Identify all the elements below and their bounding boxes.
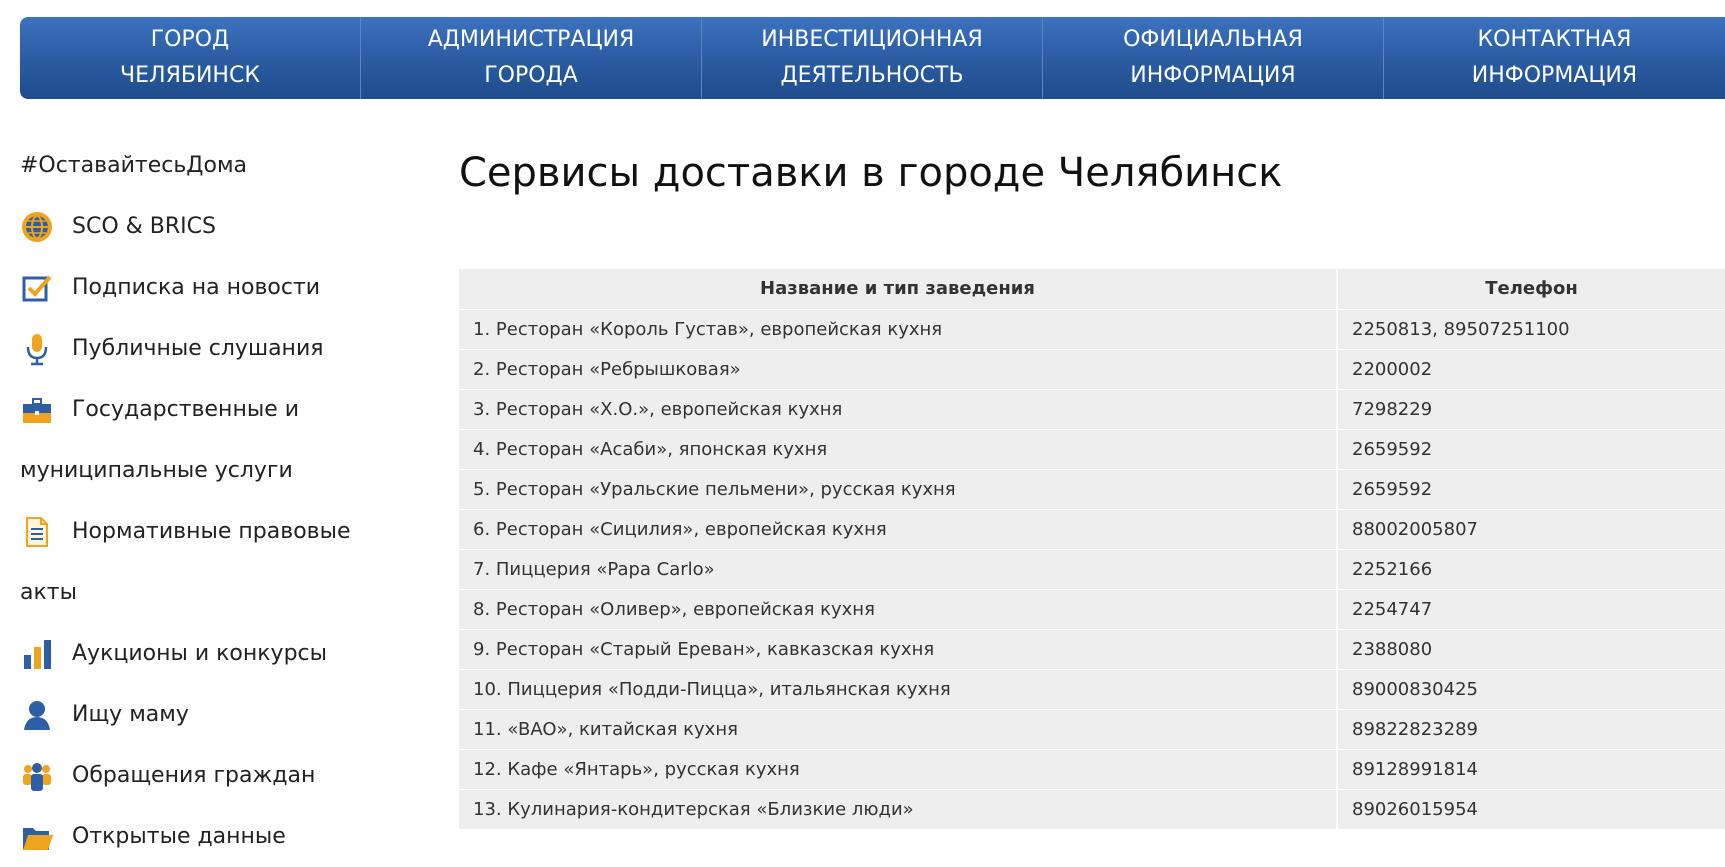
main-navigation: [20, 17, 1725, 99]
nav-contact-info[interactable]: [1384, 17, 1725, 99]
nav-label-line1: АДМИНИСТРАЦИЯ: [427, 27, 635, 52]
people-icon: [20, 759, 54, 793]
establishment-cell: 7. Пиццерия «Papa Carlo»: [459, 549, 1337, 589]
nav-label-line1: КОНТАКТНАЯ: [1477, 27, 1632, 52]
phone-cell: 2659592: [1337, 429, 1725, 469]
phone-cell: 2200002: [1337, 349, 1725, 389]
sidebar-item-label: Государственные и: [72, 397, 300, 422]
nav-label-line1: ИНВЕСТИЦИОННАЯ: [761, 27, 983, 52]
establishment-cell: 10. Пиццерия «Подди-Пицца», итальянская кухня: [459, 669, 1337, 709]
establishment-cell: 12. Кафе «Янтарь», русская кухня: [459, 749, 1337, 789]
table-header-row: [459, 269, 1725, 309]
table-row: [459, 749, 1725, 789]
table-row: [459, 349, 1725, 389]
sidebar-item-label: SCO & BRICS: [72, 214, 216, 239]
microphone-icon: [20, 332, 54, 366]
establishment-cell: 1. Ресторан «Король Густав», европейская кухня: [459, 309, 1337, 349]
sidebar-item-label: Нормативные правовые: [72, 519, 351, 544]
sidebar-item-label: акты: [20, 580, 77, 605]
sidebar-item-label: Подписка на новости: [72, 275, 321, 300]
phone-cell: 2388080: [1337, 629, 1725, 669]
table-row: [459, 429, 1725, 469]
establishment-cell: 5. Ресторан «Уральские пельмени», русская кухня: [459, 469, 1337, 509]
nav-label-line2: ГОРОДА: [484, 63, 578, 88]
folder-icon: [20, 820, 54, 854]
table-row: [459, 669, 1725, 709]
phone-cell: 89026015954: [1337, 789, 1725, 829]
sidebar-item-citizen-appeals[interactable]: [20, 745, 420, 806]
sidebar-item-label: муниципальные услуги: [20, 458, 293, 483]
document-icon: [20, 515, 54, 549]
table-row: [459, 589, 1725, 629]
nav-label-line1: ГОРОД: [150, 27, 230, 52]
phone-cell: 7298229: [1337, 389, 1725, 429]
establishment-cell: 11. «BAO», китайская кухня: [459, 709, 1337, 749]
phone-cell: 2659592: [1337, 469, 1725, 509]
table-row: [459, 709, 1725, 749]
phone-cell: 2252166: [1337, 549, 1725, 589]
establishment-cell: 6. Ресторан «Сицилия», европейская кухня: [459, 509, 1337, 549]
sidebar-item-label: Аукционы и конкурсы: [72, 641, 327, 666]
sidebar-item-legal-acts-cont[interactable]: [20, 562, 420, 623]
table-row: [459, 629, 1725, 669]
phone-cell: 2254747: [1337, 589, 1725, 629]
nav-administration[interactable]: [361, 17, 702, 99]
establishment-cell: 9. Ресторан «Старый Ереван», кавказская кухня: [459, 629, 1337, 669]
sidebar-item-label: Ищу маму: [72, 702, 189, 727]
page-title: Сервисы доставки в городе Челябинск: [459, 150, 1283, 196]
phone-cell: 89128991814: [1337, 749, 1725, 789]
establishment-cell: 3. Ресторан «Х.О.», европейская кухня: [459, 389, 1337, 429]
sidebar-item-public-services-cont[interactable]: [20, 440, 420, 501]
briefcase-icon: [20, 393, 54, 427]
phone-cell: 88002005807: [1337, 509, 1725, 549]
table-row: [459, 469, 1725, 509]
nav-label-line2: ДЕЯТЕЛЬНОСТЬ: [780, 63, 964, 88]
sidebar-item-sco-brics[interactable]: [20, 196, 420, 257]
nav-official-info[interactable]: [1043, 17, 1384, 99]
table-row: [459, 509, 1725, 549]
nav-investment[interactable]: [702, 17, 1043, 99]
sidebar-item-label: Открытые данные: [72, 824, 286, 849]
table-row: [459, 309, 1725, 349]
establishment-cell: 8. Ресторан «Оливер», европейская кухня: [459, 589, 1337, 629]
sidebar-item-public-services[interactable]: [20, 379, 420, 440]
table-row: [459, 549, 1725, 589]
checkbox-icon: [20, 271, 54, 305]
phone-cell: 2250813, 89507251100: [1337, 309, 1725, 349]
sidebar-item-news-subscription[interactable]: [20, 257, 420, 318]
establishment-cell: 4. Ресторан «Асаби», японская кухня: [459, 429, 1337, 469]
establishment-cell: 13. Кулинария-кондитерская «Близкие люди»: [459, 789, 1337, 829]
delivery-services-table: [459, 269, 1725, 830]
establishment-cell: 2. Ресторан «Ребрышковая»: [459, 349, 1337, 389]
sidebar-item-legal-acts[interactable]: [20, 501, 420, 562]
nav-label-line2: ИНФОРМАЦИЯ: [1471, 63, 1638, 88]
sidebar: [20, 135, 420, 867]
nav-label-line2: ЧЕЛЯБИНСК: [120, 63, 260, 88]
nav-label-line2: ИНФОРМАЦИЯ: [1130, 63, 1296, 88]
sidebar-item-label: #ОставайтесьДома: [20, 153, 248, 178]
nav-city[interactable]: [20, 17, 361, 99]
column-header-name: Название и тип заведения: [459, 269, 1337, 309]
table-row: [459, 389, 1725, 429]
sidebar-item-stay-home[interactable]: [20, 135, 420, 196]
phone-cell: 89000830425: [1337, 669, 1725, 709]
sidebar-item-label: Обращения граждан: [72, 763, 316, 788]
sidebar-item-looking-for-mom[interactable]: [20, 684, 420, 745]
sidebar-item-public-hearings[interactable]: [20, 318, 420, 379]
sidebar-item-open-data[interactable]: [20, 806, 420, 867]
phone-cell: 89822823289: [1337, 709, 1725, 749]
nav-label-line1: ОФИЦИАЛЬНАЯ: [1123, 27, 1303, 52]
bar-chart-icon: [20, 637, 54, 671]
globe-icon: [20, 210, 54, 244]
column-header-phone: Телефон: [1337, 269, 1725, 309]
sidebar-item-auctions[interactable]: [20, 623, 420, 684]
table-row: [459, 789, 1725, 829]
sidebar-item-label: Публичные слушания: [72, 336, 324, 361]
person-icon: [20, 698, 54, 732]
